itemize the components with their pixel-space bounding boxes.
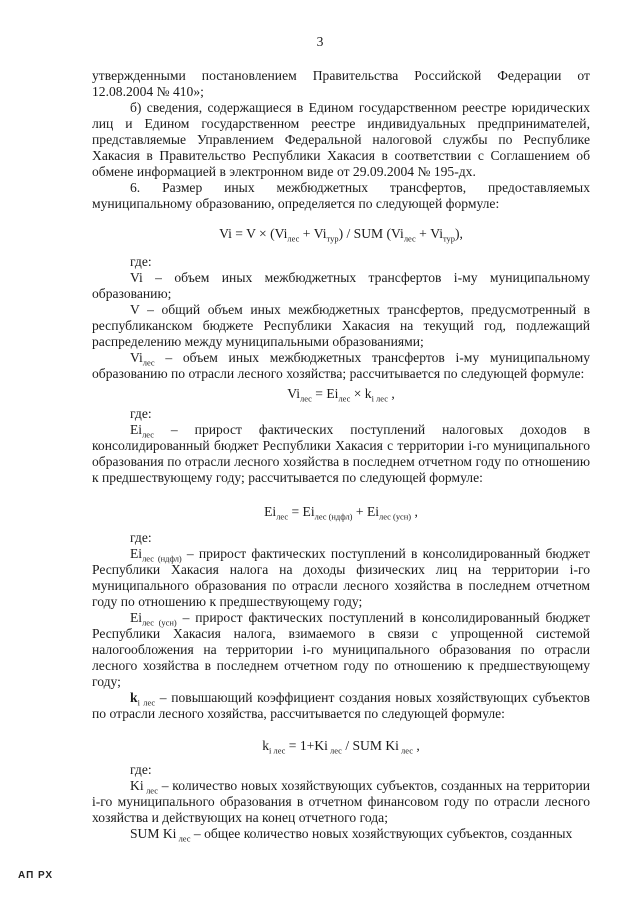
formula-k: $k_{i лес} = 1+Ki$ $_{лес}$ / SUM Ki $_{лес}$ , <box>262 738 420 756</box>
page-number: 3 <box>316 34 324 49</box>
footer-mark: АП РХ <box>18 870 54 881</box>
formula-ei-les: $Ei_{лес} = Ei_{лес (ндфл)} + Ei_{лес (усн)}$ , <box>264 504 418 522</box>
where-label: где: <box>130 762 152 777</box>
paragraph-6: 6. Размер иных межбюджетных трансфертов, предоставляемых муниципальному образованию, определяется по следующей формуле: <box>92 180 590 211</box>
where-label: где: <box>130 406 152 421</box>
formula-vi: $Vi = V \times (Vi_{лес} + Vi_{тур})$ / SUM $(Vi_{лес} + Vi_{тур})$, <box>219 226 463 244</box>
definition-ei-les: $Ei_{лес}$ – прирост фактических поступлений налоговых доходов в консолидированный бюджет Республики Хакасия с территории i-го муниципального образования по отрасли лесного хозяйства в последнем отчетном году по отношению к предшествующему году; рассчитывается по следующей формуле: <box>92 422 590 485</box>
where-label: где: <box>130 530 152 545</box>
definition-ki: Ki $_{лес}$ – количество новых хозяйствующих субъектов, созданных на территории i-го муниципального образования в отчетном финансовом году по отрасли лесного хозяйства и действующих на конец отчетного года; <box>92 778 590 825</box>
where-label: где: <box>130 254 152 269</box>
paragraph-continuation: утвержденными постановлением Правительства Российской Федерации от 12.08.2004 № 410»; <box>92 68 590 99</box>
definition-ei-usn: $Ei_{лес (усн)}$ – прирост фактических поступлений в консолидированный бюджет Республики Хакасия налога, взимаемого в связи с упрощенной системой налогообложения на территории i-го муниципального образования по отрасли лесного хозяйства в последнем отчетном году по отношению к предшествующему году; <box>92 610 590 689</box>
definition-v: V – общий объем иных межбюджетных трансфертов, предусмотренный в республиканском бюджете Республики Хакасия на текущий год, подлежащий распределению между муниципальными образованиями; <box>92 302 590 349</box>
definition-ei-ndfl: $Ei_{лес (ндфл)}$ – прирост фактических поступлений в консолидированный бюджет Республики Хакасия налога на доходы физических лиц на территории i-го муниципального образования по отрасли лесного хозяйства в последнем отчетном году по отношению к предшествующему году; <box>92 546 590 609</box>
definition-sum-ki: SUM Ki $_{лес}$ – общее количество новых хозяйствующих субъектов, созданных <box>130 826 573 844</box>
definition-vi-les: $Vi_{лес}$ – объем иных межбюджетных трансфертов i-му муниципальному образованию по отрасли лесного хозяйства; рассчитывается по следующей формуле: <box>92 350 590 381</box>
body-text <box>92 68 590 842</box>
definition-vi: Vi – объем иных межбюджетных трансфертов i-му муниципальному образованию; <box>92 270 590 301</box>
formula-vi-les: $Vi_{лес} = Ei_{лес} \times k_{i лес}$ , <box>287 386 395 404</box>
definition-k: $k_{i лес}$ – повышающий коэффициент создания новых хозяйствующих субъектов по отрасли лесного хозяйства, рассчитывается по следующей формуле: <box>92 690 590 721</box>
paragraph-b: б) сведения, содержащиеся в Едином государственном реестре юридических лиц и Едином государственном реестре индивидуальных предпринимателей, представляемые Управлением Федеральной налоговой службы по Республике Хакасия в Правительство Республики Хакасия в соответствии с Соглашением об обмене информацией в электронном виде от 29.09.2004 № 195-дх. <box>92 100 590 179</box>
